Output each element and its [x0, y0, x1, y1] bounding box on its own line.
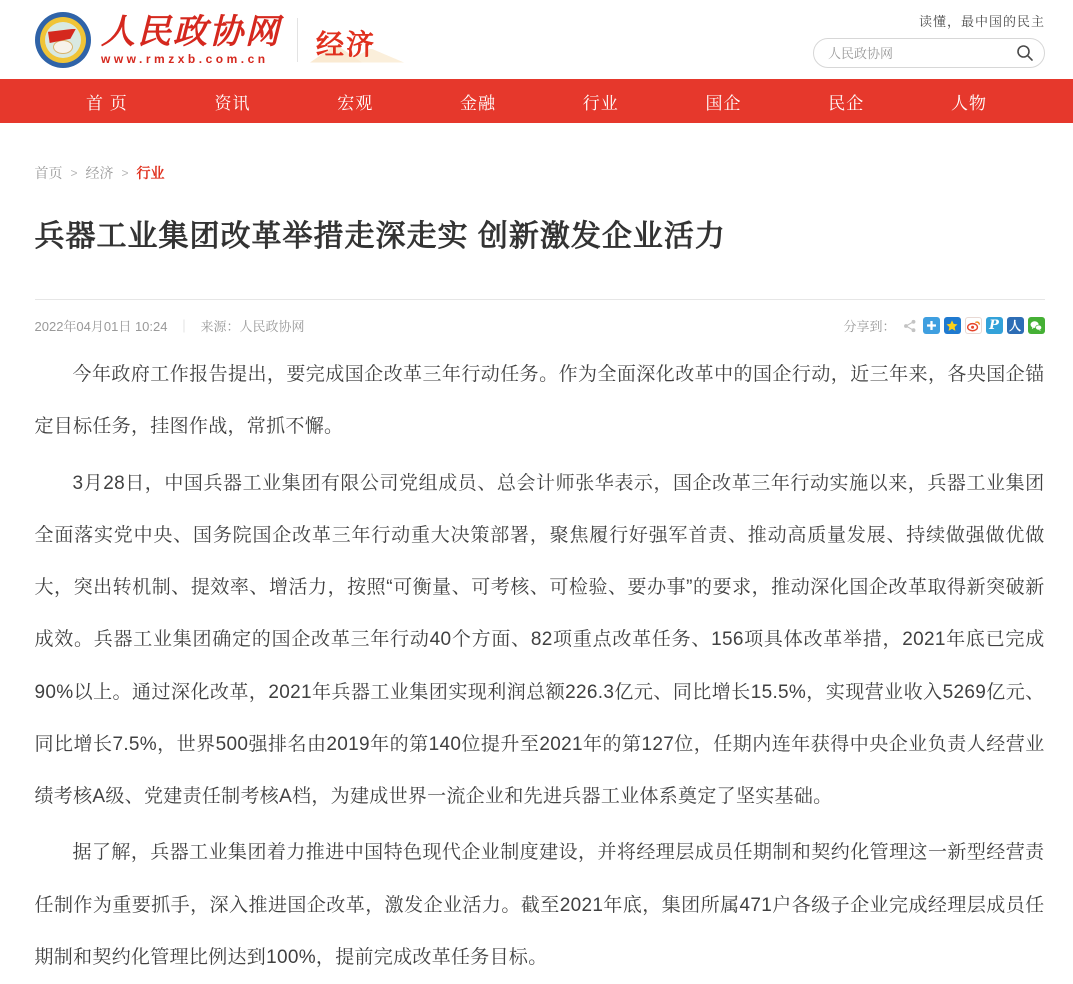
share-network-icon[interactable] — [902, 317, 919, 334]
nav-item-finance[interactable]: 金融 — [459, 93, 496, 113]
cppcc-emblem-icon — [35, 12, 91, 68]
share-label: 分享到： — [843, 319, 896, 334]
logo-text — [101, 11, 281, 66]
share-bar — [843, 316, 1044, 335]
search-icon[interactable] — [1016, 44, 1034, 62]
breadcrumb-separator: > — [70, 166, 78, 180]
article-page — [29, 163, 1045, 984]
p-share-icon[interactable]: P — [986, 317, 1003, 334]
title-divider — [35, 299, 1045, 300]
article-body — [35, 349, 1045, 984]
search-input[interactable] — [828, 46, 1016, 61]
article-meta-row — [35, 316, 1045, 335]
qzone-icon[interactable] — [944, 317, 961, 334]
search-box — [813, 38, 1045, 68]
section-name: 经济 — [316, 28, 377, 60]
nav-item-macro[interactable]: 宏观 — [337, 93, 374, 113]
section-label — [316, 17, 376, 63]
sina-weibo-icon[interactable] — [965, 317, 982, 334]
article-paragraph: 3月28日，中国兵器工业集团有限公司党组成员、总会计师张华表示，国企改革三年行动实施以来，兵器工业集团全面落实党中央、国务院国企改革三年行动重大决策部署，聚焦履行好强军首责、推动高质量发展、持续做强做优做大，突出转机制、提效率、增活力，按照“可衡量、可考核、可检验、要办事”的要求，推动深化国企改革取得新突破新成效。兵器工业集团确定的国企改革三年行动40个方面、82项重点改革任务、156项具体改革举措，2021年底已完成90%以上。通过深化改革，2021年兵器工业集团实现利润总额226.3亿元、同比增长15.5%，实现营业收入5269亿元、同比增长7.5%，世界500强排名由2019年的第140位提升至2021年的第127位，任期内连年获得中央企业负责人经营业绩考核A级、党建责任制考核A档，为建成世界一流企业和先进兵器工业体系奠定了坚实基础。 — [34, 472, 1045, 807]
article-paragraph: 今年政府工作报告提出，要完成国企改革三年行动任务。作为全面深化改革中的国企行动，近三年来，各央国企锚定目标任务，挂图作战，常抓不懈。 — [34, 364, 1045, 438]
breadcrumb-industry: 行业 — [136, 165, 165, 181]
breadcrumb-separator: > — [121, 166, 129, 180]
site-header — [0, 0, 1073, 79]
share-more-icon[interactable] — [923, 317, 940, 334]
site-slogan: 读懂，最中国的民主 — [918, 14, 1045, 29]
nav-item-soe[interactable]: 国企 — [705, 93, 742, 113]
breadcrumb-home[interactable]: 首页 — [34, 165, 63, 181]
main-nav — [0, 79, 1073, 123]
wechat-icon[interactable] — [1028, 317, 1045, 334]
header-right — [813, 11, 1053, 68]
article-source: 来源：人民政协网 — [200, 319, 305, 334]
article-paragraph: 据了解，兵器工业集团着力推进中国特色现代企业制度建设，并将经理层成员任期制和契约化管理这一新型经营责任制作为重要抓手，深入推进国企改革，激发企业活力。截至2021年底，集团所属471户各级子企业完成经理层成员任期制和契约化管理比例达到100%，提前完成改革任务目标。 — [34, 842, 1045, 968]
site-logo[interactable] — [35, 12, 281, 68]
nav-item-news[interactable]: 资讯 — [214, 93, 251, 113]
breadcrumb-economy[interactable]: 经济 — [85, 165, 114, 181]
site-url: www.rmzxb.com.cn — [101, 51, 269, 66]
header-divider — [297, 18, 298, 62]
header-left — [35, 12, 376, 68]
nav-item-private[interactable]: 民企 — [828, 93, 865, 113]
breadcrumb — [35, 163, 1045, 183]
article-meta — [35, 316, 305, 335]
article-title: 兵器工业集团改革举措走深走实 创新激发企业活力 — [34, 220, 726, 253]
renmin-weibo-icon[interactable]: 人 — [1007, 317, 1024, 334]
meta-separator: ｜ — [177, 319, 191, 334]
site-name: 人民政协网 — [101, 11, 281, 52]
nav-item-people[interactable]: 人物 — [950, 93, 987, 113]
article-date: 2022年04月01日 10:24 — [34, 319, 168, 334]
nav-item-industry[interactable]: 行业 — [582, 93, 619, 113]
nav-item-home[interactable]: 首 页 — [86, 93, 128, 113]
